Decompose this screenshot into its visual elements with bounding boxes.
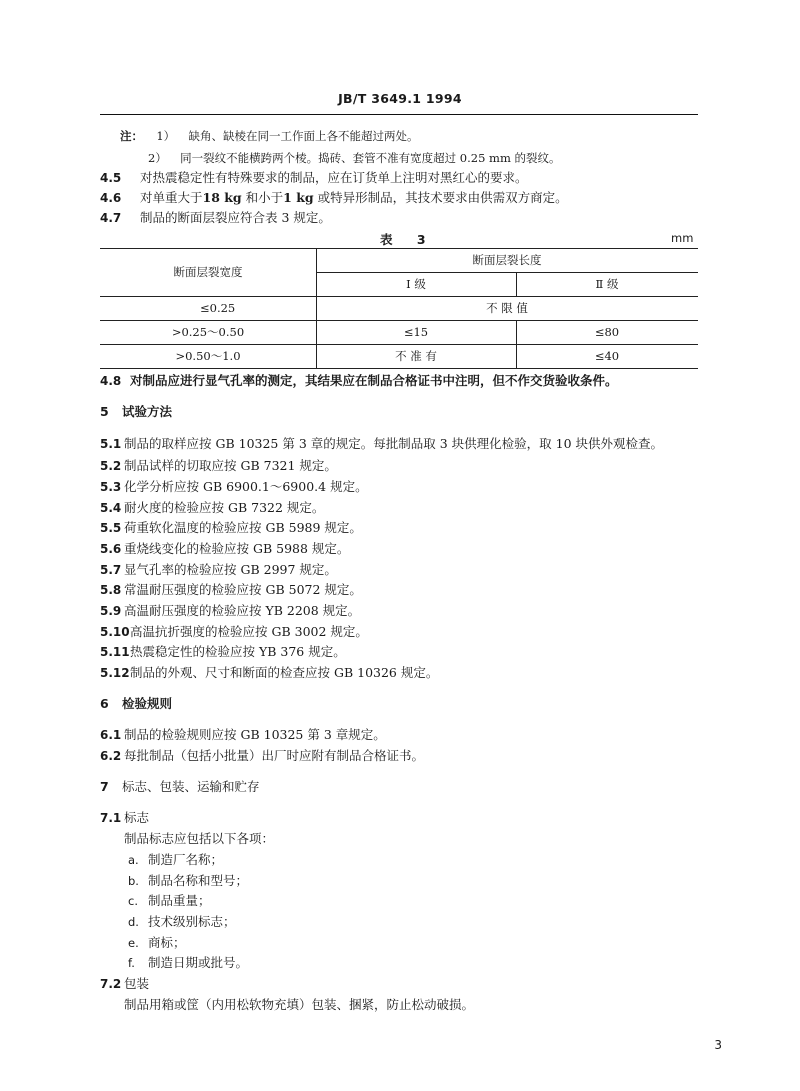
clause-number: 5.9: [100, 604, 122, 618]
clause-number: 5.11: [100, 645, 130, 659]
note-1-number: 1）: [156, 129, 176, 143]
clause-text: 高温抗折强度的检验应按 GB 3002 规定。: [130, 624, 368, 639]
clause-4-5: [100, 170, 528, 186]
section-number: 6: [100, 696, 109, 711]
item-text: 制造日期或批号。: [148, 955, 249, 970]
item-letter: a.: [128, 853, 139, 867]
item-text: 制品名称和型号；: [148, 873, 249, 888]
clause-text: 制品的检验规则应按 GB 10325 第 3 章规定。: [124, 727, 386, 742]
row-grade-2-cell: ≤80: [594, 325, 620, 339]
clause-7-2-title: [100, 976, 149, 992]
row-merged-cell: 不 限 值: [486, 301, 528, 315]
table-title: 表 3: [380, 232, 436, 247]
clause-text: 常温耐压强度的检验应按 GB 5072 规定。: [124, 582, 362, 597]
clause-number: 5.10: [100, 625, 130, 639]
clause-number: 5.8: [100, 583, 122, 597]
clause-text: 耐火度的检验应按 GB 7322 规定。: [124, 500, 325, 515]
clause-number: 7.2: [100, 977, 122, 991]
clause-number: 4.7: [100, 211, 122, 225]
clause-4-7: [100, 210, 331, 226]
item-letter: f.: [128, 956, 135, 970]
item-text: 技术级别标志；: [148, 914, 236, 929]
clause-text: 重烧线变化的检验应按 GB 5988 规定。: [124, 541, 350, 556]
clause-text: 或特异形制品，其技术要求由供需双方商定。: [317, 190, 568, 205]
clause-7-1-intro: 制品标志应包括以下各项：: [124, 831, 275, 846]
item-letter: c.: [128, 894, 138, 908]
clause-5-10: [100, 624, 368, 640]
clause-number: 5.5: [100, 521, 122, 535]
crack-table: [100, 248, 698, 368]
clause-5-2: [100, 458, 337, 474]
marking-item: [128, 852, 223, 868]
header-rule: [100, 114, 698, 115]
clause-text: 荷重软化温度的检验应按 GB 5989 规定。: [124, 520, 362, 535]
clause-number: 5.4: [100, 501, 122, 515]
clause-5-9: [100, 603, 360, 619]
clause-text: 对单重大于: [140, 190, 203, 205]
col-head-grade-2: Ⅱ 级: [595, 277, 619, 291]
clause-5-1: [100, 436, 663, 452]
weight-value: 18 kg: [202, 190, 242, 205]
clause-5-7: [100, 562, 337, 578]
marking-item: [128, 955, 248, 971]
item-letter: d.: [128, 915, 139, 929]
clause-number: 5.6: [100, 542, 122, 556]
clause-number: 4.8: [100, 374, 122, 388]
col-head-length: 断面层裂长度: [472, 253, 542, 267]
section-7-heading: [100, 779, 260, 795]
note-2: [148, 150, 561, 166]
note-2-text: 同一裂纹不能横跨两个棱。捣砖、套管不准有宽度超过 0.25 mm 的裂纹。: [180, 151, 561, 165]
clause-number: 5.12: [100, 666, 130, 680]
table-unit: mm: [671, 231, 694, 245]
section-number: 7: [100, 779, 109, 794]
section-5-heading: [100, 404, 172, 420]
weight-value: 1 kg: [283, 190, 314, 205]
row-grade-1-cell: ≤15: [403, 325, 429, 339]
clause-text: 制品的外观、尺寸和断面的检查应按 GB 10326 规定。: [130, 665, 439, 680]
item-text: 制造厂名称；: [148, 852, 224, 867]
item-letter: e.: [128, 936, 139, 950]
item-letter: b.: [128, 874, 139, 888]
clause-text: 热震稳定性的检验应按 YB 376 规定。: [130, 644, 346, 659]
col-head-width: 断面层裂宽度: [173, 265, 243, 279]
clause-text: 高温耐压强度的检验应按 YB 2208 规定。: [124, 603, 361, 618]
note-label: 注：: [120, 129, 143, 143]
marking-item: [128, 935, 186, 951]
note-1: [120, 128, 418, 144]
clause-number: 4.6: [100, 191, 122, 205]
section-6-heading: [100, 696, 172, 712]
clause-5-12: [100, 665, 438, 681]
row-width-cell: >0.25～0.50: [171, 325, 245, 339]
table-rule: [100, 368, 698, 369]
row-grade-1-cell: 不 准 有: [395, 349, 437, 363]
clause-text: 对制品应进行显气孔率的测定，其结果应在制品合格证书中注明，但不作交货验收条件。: [130, 373, 618, 388]
note-1-text: 缺角、缺棱在同一工作面上各不能超过两处。: [188, 129, 419, 143]
clause-text: 显气孔率的检验应按 GB 2997 规定。: [124, 562, 337, 577]
clause-5-11: [100, 644, 346, 660]
section-title: 标志、包装、运输和贮存: [122, 779, 260, 794]
clause-number: 5.2: [100, 459, 122, 473]
row-width-cell: ≤0.25: [200, 301, 236, 315]
col-head-grade-1: Ⅰ 级: [406, 277, 426, 291]
page-number: 3: [714, 1038, 722, 1052]
clause-text: 和小于: [245, 190, 284, 205]
clause-title: 标志: [124, 810, 150, 825]
clause-4-6: [100, 190, 568, 206]
clause-number: 6.2: [100, 749, 122, 763]
clause-title: 包装: [124, 976, 150, 991]
clause-text: 化学分析应按 GB 6900.1～6900.4 规定。: [124, 479, 368, 494]
clause-text: 制品的取样应按 GB 10325 第 3 章的规定。每批制品取 3 块供理化检验，取 10 块供外观检查。: [124, 436, 664, 451]
row-grade-2-cell: ≤40: [594, 349, 620, 363]
section-title: 试验方法: [122, 404, 173, 419]
item-text: 商标；: [148, 935, 186, 950]
clause-number: 5.1: [100, 437, 122, 451]
marking-item: [128, 914, 236, 930]
clause-7-1-title: [100, 810, 149, 826]
clause-text: 制品试样的切取应按 GB 7321 规定。: [124, 458, 337, 473]
clause-5-5: [100, 520, 362, 536]
item-text: 制品重量；: [148, 893, 211, 908]
clause-text: 对热震稳定性有特殊要求的制品，应在订货单上注明对黑红心的要求。: [140, 170, 528, 185]
clause-6-2: [100, 748, 424, 764]
clause-number: 6.1: [100, 728, 122, 742]
clause-7-2-text: 制品用箱或筐（内用松软物充填）包装、捆紧，防止松动破损。: [124, 997, 475, 1012]
clause-number: 7.1: [100, 811, 122, 825]
row-width-cell: >0.50～1.0: [175, 349, 241, 363]
note-2-number: 2）: [148, 151, 167, 165]
clause-5-8: [100, 582, 362, 598]
section-number: 5: [100, 404, 109, 419]
clause-number: 5.7: [100, 563, 122, 577]
clause-5-4: [100, 500, 324, 516]
marking-item: [128, 873, 248, 889]
section-title: 检验规则: [122, 696, 173, 711]
clause-text: 每批制品（包括小批量）出厂时应附有制品合格证书。: [124, 748, 425, 763]
clause-5-6: [100, 541, 349, 557]
clause-4-8: [100, 373, 618, 389]
clause-text: 制品的断面层裂应符合表 3 规定。: [140, 210, 331, 225]
clause-5-3: [100, 479, 368, 495]
clause-6-1: [100, 727, 386, 743]
clause-number: 4.5: [100, 171, 122, 185]
standard-number-header: JB/T 3649.1 1994: [338, 91, 462, 106]
marking-item: [128, 893, 211, 909]
clause-number: 5.3: [100, 480, 122, 494]
